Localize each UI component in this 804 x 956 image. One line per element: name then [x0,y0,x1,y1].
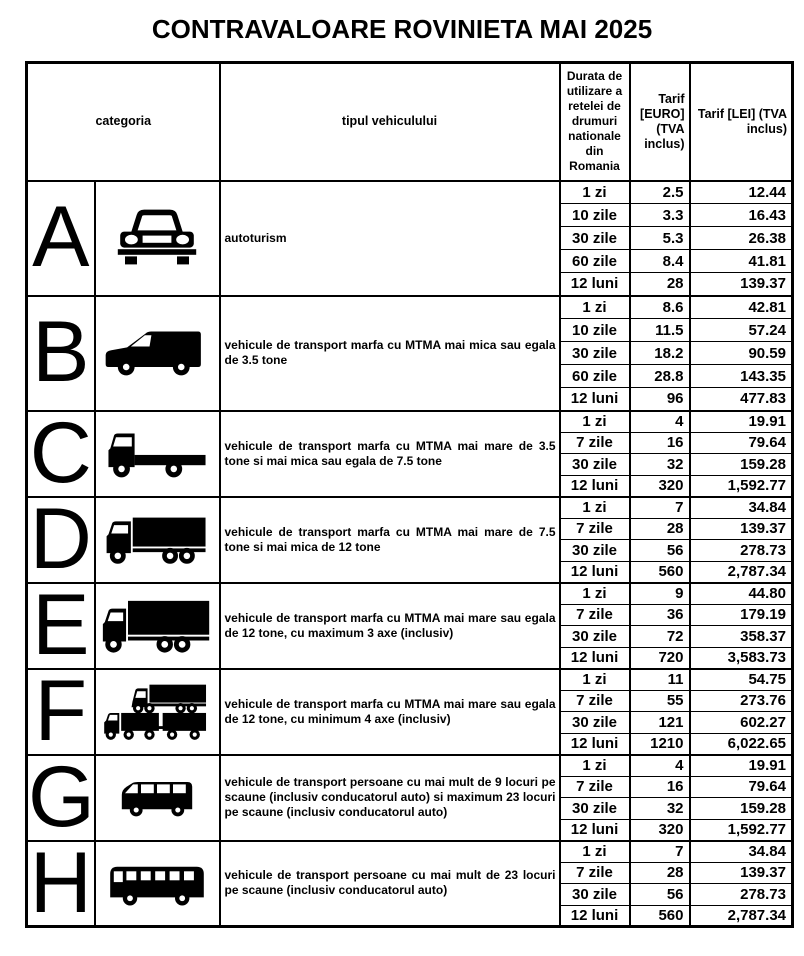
duration-value: 7 zile [560,432,630,454]
category-letter: A [27,181,95,296]
duration-value: 7 zile [560,690,630,712]
tariff-row [27,583,793,605]
header-tariff-euro: Tarif [EURO] (TVA inclus) [630,63,690,181]
tariff-lei-value: 16.43 [690,204,793,227]
tariff-euro-value: 18.2 [630,342,690,365]
category-letter: H [27,841,95,927]
tariff-euro-value: 8.6 [630,296,690,319]
duration-value: 12 luni [560,647,630,669]
tariff-euro-value: 36 [630,604,690,626]
vehicle-description: vehicule de transport marfa cu MTMA mai mare de 7.5 tone si mai mica de 12 tone [220,497,560,583]
duration-value: 12 luni [560,475,630,497]
tariff-lei-value: 143.35 [690,365,793,388]
category-letter: C [27,411,95,497]
duration-value: 7 zile [560,862,630,884]
tariff-lei-value: 34.84 [690,841,793,863]
tariff-euro-value: 320 [630,819,690,841]
duration-value: 30 zile [560,454,630,476]
tariff-lei-value: 159.28 [690,454,793,476]
tariff-lei-value: 2,787.34 [690,905,793,927]
tariff-euro-value: 121 [630,712,690,734]
tariff-lei-value: 358.37 [690,626,793,648]
tariff-lei-value: 6,022.65 [690,733,793,755]
duration-value: 60 zile [560,365,630,388]
duration-value: 12 luni [560,733,630,755]
vehicle-description: vehicule de transport marfa cu MTMA mai mica sau egala de 3.5 tone [220,296,560,411]
tariff-euro-value: 7 [630,841,690,863]
tariff-lei-value: 477.83 [690,388,793,411]
tariff-euro-value: 5.3 [630,227,690,250]
minibus-icon [95,755,220,841]
tariff-euro-value: 55 [630,690,690,712]
duration-value: 12 luni [560,905,630,927]
tariff-lei-value: 41.81 [690,250,793,273]
category-letter: E [27,583,95,669]
header-duration: Durata de utilizare a retelei de drumuri nationale din Romania [560,63,630,181]
tariff-lei-value: 273.76 [690,690,793,712]
tariff-lei-value: 12.44 [690,181,793,204]
van-side-icon [95,296,220,411]
category-letter: G [28,748,95,845]
tariff-euro-value: 16 [630,432,690,454]
vehicle-description: vehicule de transport persoane cu mai mult de 9 locuri pe scaune (inclusiv conducatorul auto) si maximum 23 locuri pe scaune (inclusiv conducatorul auto) [220,755,560,841]
vehicle-description: vehicule de transport marfa cu MTMA mai mare sau egala de 12 tone, cu minimum 4 axe (inclusiv) [220,669,560,755]
category-letter: F [27,669,95,755]
duration-value: 12 luni [560,388,630,411]
tariff-lei-value: 57.24 [690,319,793,342]
tariff-euro-value: 16 [630,776,690,798]
truck-trailer-combo-icon [95,669,220,755]
tariff-row [27,411,793,433]
truck-box-small-icon [95,497,220,583]
table-body [27,181,793,931]
tariff-lei-value: 19.91 [690,755,793,777]
tariff-lei-value: 54.75 [690,669,793,691]
tariff-euro-value: 11.5 [630,319,690,342]
tariff-lei-value: 139.37 [690,862,793,884]
duration-value: 10 zile [560,204,630,227]
duration-value: 10 zile [560,319,630,342]
duration-value: 7 zile [560,604,630,626]
tariff-lei-value: 139.37 [690,273,793,296]
tariff-euro-value: 320 [630,475,690,497]
tariff-lei-value: 1,592.77 [690,819,793,841]
tariff-row [27,296,793,319]
header-category: categoria [27,63,220,181]
tariff-row [27,181,793,204]
tariff-euro-value: 56 [630,540,690,562]
tariff-euro-value: 11 [630,669,690,691]
page-title: CONTRAVALOARE ROVINIETA MAI 2025 [151,14,653,44]
truck-flatbed-icon [95,411,220,497]
duration-value: 12 luni [560,561,630,583]
tariff-lei-value: 42.81 [690,296,793,319]
tariff-euro-value: 32 [630,454,690,476]
duration-value: 1 zi [560,841,630,863]
duration-value: 12 luni [560,273,630,296]
tariff-row [27,755,793,777]
duration-value: 30 zile [560,798,630,820]
tariff-euro-value: 56 [630,884,690,906]
category-letter: B [27,296,95,411]
duration-value: 12 luni [560,819,630,841]
tariff-euro-value: 9 [630,583,690,605]
vehicle-description: autoturism [220,181,560,296]
tariff-euro-value: 72 [630,626,690,648]
header-vehicle-type: tipul vehiculului [220,63,560,181]
table-header-row [27,63,793,181]
tariff-euro-value: 4 [630,755,690,777]
tariff-euro-value: 28.8 [630,365,690,388]
tariff-euro-value: 7 [630,497,690,519]
tariff-lei-value: 34.84 [690,497,793,519]
duration-value: 1 zi [560,755,630,777]
duration-value: 1 zi [560,411,630,433]
duration-value: 30 zile [560,712,630,734]
tariff-lei-value: 79.64 [690,432,793,454]
tariff-lei-value: 179.19 [690,604,793,626]
tariff-lei-value: 26.38 [690,227,793,250]
tariff-lei-value: 1,592.77 [690,475,793,497]
vehicle-description: vehicule de transport marfa cu MTMA mai mare de 3.5 tone si mai mica sau egala de 7.5 tone [220,411,560,497]
tariff-lei-value: 602.27 [690,712,793,734]
tariff-lei-value: 44.80 [690,583,793,605]
tariff-euro-value: 28 [630,273,690,296]
tariff-row [27,841,793,863]
tariff-euro-value: 720 [630,647,690,669]
tariff-euro-value: 560 [630,561,690,583]
tariff-euro-value: 28 [630,518,690,540]
bus-icon [95,841,220,927]
duration-value: 30 zile [560,540,630,562]
tariff-euro-value: 8.4 [630,250,690,273]
vehicle-description: vehicule de transport persoane cu mai mult de 23 locuri pe scaune (inclusiv conducatorul auto) [220,841,560,927]
tariff-row [27,497,793,519]
duration-value: 1 zi [560,583,630,605]
truck-box-large-icon [95,583,220,669]
tariff-lei-value: 278.73 [690,884,793,906]
category-letter: D [27,497,95,583]
tariff-euro-value: 4 [630,411,690,433]
tariff-lei-value: 79.64 [690,776,793,798]
tariff-lei-value: 2,787.34 [690,561,793,583]
duration-value: 60 zile [560,250,630,273]
car-front-icon [95,181,220,296]
tariff-lei-value: 3,583.73 [690,647,793,669]
rovinieta-price-table [25,61,794,931]
tariff-euro-value: 1210 [630,733,690,755]
tariff-lei-value: 159.28 [690,798,793,820]
duration-value: 1 zi [560,181,630,204]
duration-value: 30 zile [560,884,630,906]
tariff-lei-value: 139.37 [690,518,793,540]
duration-value: 30 zile [560,227,630,250]
tariff-euro-value: 2.5 [630,181,690,204]
duration-value: 7 zile [560,776,630,798]
tariff-euro-value: 28 [630,862,690,884]
tariff-euro-value: 32 [630,798,690,820]
duration-value: 30 zile [560,626,630,648]
tariff-euro-value: 560 [630,905,690,927]
tariff-lei-value: 90.59 [690,342,793,365]
tariff-euro-value: 96 [630,388,690,411]
duration-value: 7 zile [560,518,630,540]
tariff-lei-value: 278.73 [690,540,793,562]
tariff-row [27,669,793,691]
duration-value: 30 zile [560,342,630,365]
duration-value: 1 zi [560,497,630,519]
header-tariff-lei: Tarif [LEI] (TVA inclus) [690,63,793,181]
duration-value: 1 zi [560,669,630,691]
tariff-lei-value: 19.91 [690,411,793,433]
vehicle-description: vehicule de transport marfa cu MTMA mai mare sau egala de 12 tone, cu maximum 3 axe (inclusiv) [220,583,560,669]
duration-value: 1 zi [560,296,630,319]
tariff-euro-value: 3.3 [630,204,690,227]
